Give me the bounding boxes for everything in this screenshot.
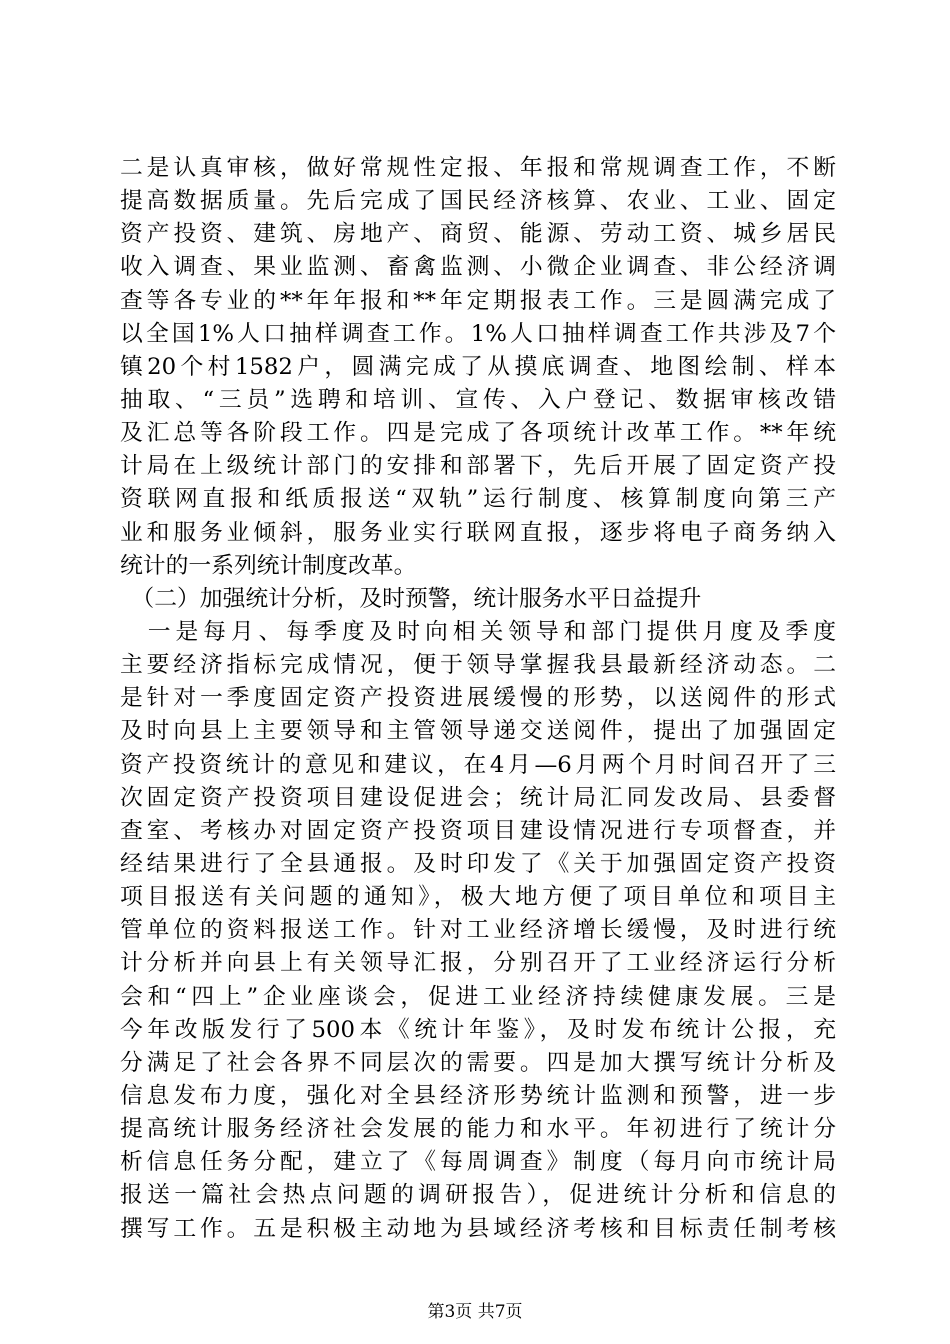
text-line: 析信息任务分配，建立了《每周调查》制度（每月向市统计局 (120, 1149, 836, 1176)
text-line: 提高数据质量。先后完成了国民经济核算、农业、工业、固定 (120, 188, 836, 215)
text-line: 会和“四上”企业座谈会，促进工业经济持续健康发展。三是 (120, 983, 836, 1010)
text-line: 是针对一季度固定资产投资进展缓慢的形势，以送阅件的形式 (120, 685, 836, 712)
text-line: 抽取、“三员”选聘和培训、宣传、入户登记、数据审核改错 (120, 386, 836, 413)
text-line: 项目报送有关问题的通知》，极大地方便了项目单位和项目主 (120, 884, 836, 911)
text-line: 镇20个村1582户，圆满完成了从摸底调查、地图绘制、样本 (120, 353, 836, 380)
text-line: 信息发布力度，强化对全县经济形势统计监测和预警，进一步 (120, 1082, 836, 1109)
text-line: 及汇总等各阶段工作。四是完成了各项统计改革工作。**年统 (120, 420, 836, 447)
text-line: 经结果进行了全县通报。及时印发了《关于加强固定资产投资 (120, 850, 836, 877)
text-line: 一是每月、每季度及时向相关领导和部门提供月度及季度 (120, 618, 836, 645)
text-line: 查等各专业的**年年报和**年定期报表工作。三是圆满完成了 (120, 287, 836, 314)
text-line: 提高统计服务经济社会发展的能力和水平。年初进行了统计分 (120, 1116, 836, 1143)
section-heading: （二）加强统计分析，及时预警，统计服务水平日益提升 (120, 585, 702, 612)
text-line: 资产投资统计的意见和建议，在4月—6月两个月时间召开了三 (120, 751, 836, 778)
text-line: 资产投资、建筑、房地产、商贸、能源、劳动工资、城乡居民 (120, 221, 836, 248)
text-line: 二是认真审核，做好常规性定报、年报和常规调查工作，不断 (120, 155, 836, 181)
text-line: 以全国1%人口抽样调查工作。1%人口抽样调查工作共涉及7个 (120, 320, 836, 347)
text-line: 报送一篇社会热点问题的调研报告），促进统计分析和信息的 (120, 1182, 836, 1209)
text-line: 收入调查、果业监测、畜禽监测、小微企业调查、非公经济调 (120, 254, 836, 281)
text-line: 计分析并向县上有关领导汇报，分别召开了工业经济运行分析 (120, 950, 836, 977)
text-line: 管单位的资料报送工作。针对工业经济增长缓慢，及时进行统 (120, 917, 836, 944)
text-line: 主要经济指标完成情况，便于领导掌握我县最新经济动态。二 (120, 652, 836, 679)
body-text (120, 152, 836, 1246)
text-line: 资联网直报和纸质报送“双轨”运行制度、核算制度向第三产 (120, 486, 836, 513)
text-line: 及时向县上主要领导和主管领导递交送阅件，提出了加强固定 (120, 718, 836, 745)
page-number-footer: 第3页 共7页 (427, 1302, 523, 1322)
text-line: 撰写工作。五是积极主动地为县域经济考核和目标责任制考核 (120, 1215, 836, 1242)
text-line: 计局在上级统计部门的安排和部署下，先后开展了固定资产投 (120, 453, 836, 480)
text-line: 分满足了社会各界不同层次的需要。四是加大撰写统计分析及 (120, 1049, 836, 1076)
text-line: 业和服务业倾斜，服务业实行联网直报，逐步将电子商务纳入 (120, 519, 836, 546)
text-line: 今年改版发行了500本《统计年鉴》，及时发布统计公报，充 (120, 1016, 836, 1043)
text-line: 查室、考核办对固定资产投资项目建设情况进行专项督查，并 (120, 817, 836, 844)
text-line: 次固定资产投资项目建设促进会；统计局汇同发改局、县委督 (120, 784, 836, 811)
text-line: 统计的一系列统计制度改革。 (120, 552, 417, 579)
